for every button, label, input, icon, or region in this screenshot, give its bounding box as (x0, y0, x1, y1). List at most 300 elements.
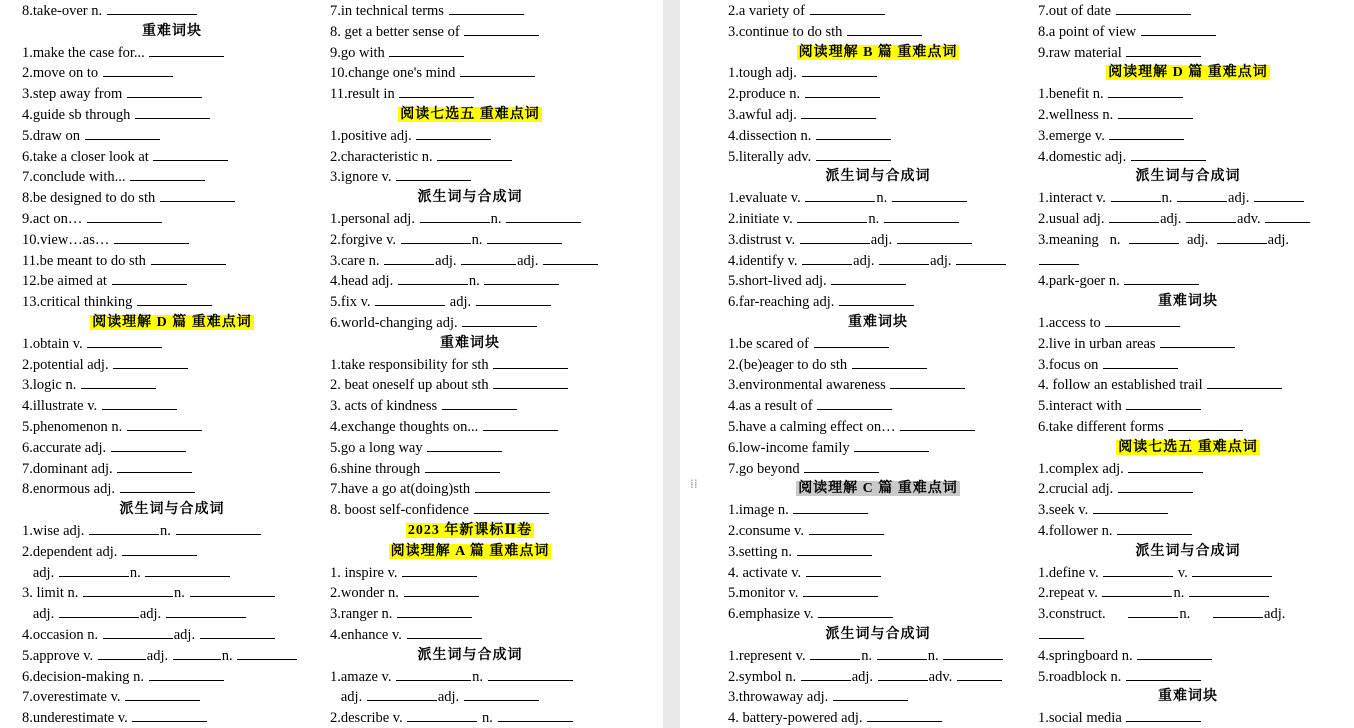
blank-line[interactable] (87, 208, 162, 223)
blank-line[interactable] (384, 250, 434, 265)
blank-line[interactable] (818, 603, 893, 618)
vocab-term: 3.ranger n. (330, 606, 397, 623)
vocab-term: 3.setting n. (728, 543, 796, 560)
vocab-item (22, 83, 203, 104)
blank-line[interactable] (802, 250, 852, 265)
blank-line[interactable] (389, 42, 464, 57)
vocab-term: 5.draw on (22, 127, 84, 144)
blank-line[interactable] (396, 166, 471, 181)
part-of-speech-label: n. (1161, 190, 1177, 207)
blank-line[interactable] (839, 291, 914, 306)
blank-line[interactable] (793, 499, 868, 514)
vocab-item (22, 478, 196, 499)
vocab-item (22, 645, 298, 666)
vocab-term: 3.meaning n. (1038, 231, 1128, 248)
blank-line[interactable] (399, 83, 474, 98)
blank-line[interactable] (145, 562, 230, 577)
vocab-item (728, 21, 923, 42)
section-heading-text: 派生词与合成词 (825, 169, 931, 185)
blank-line[interactable] (806, 562, 881, 577)
blank-line[interactable] (900, 416, 975, 431)
blank-line[interactable] (805, 187, 875, 202)
blank-line[interactable] (1118, 478, 1193, 493)
blank-line[interactable] (98, 645, 146, 660)
blank-line[interactable] (804, 458, 879, 473)
vocab-item (728, 125, 892, 146)
blank-line[interactable] (879, 250, 929, 265)
blank-line[interactable] (1126, 42, 1201, 57)
vocab-item (330, 291, 552, 312)
blank-line[interactable] (122, 541, 197, 556)
vocab-item (728, 0, 886, 21)
vocab-item (22, 104, 211, 125)
blank-line[interactable] (404, 582, 479, 597)
vocab-item (728, 187, 968, 208)
blank-line[interactable] (416, 125, 491, 140)
blank-line[interactable] (809, 520, 884, 535)
vocab-term: 2.initiate v. (728, 211, 797, 227)
part-of-speech-label: n. (868, 211, 883, 227)
blank-line[interactable] (488, 666, 573, 681)
blank-line[interactable] (1111, 187, 1161, 202)
blank-line[interactable] (816, 146, 891, 161)
blank-line[interactable] (1186, 208, 1236, 223)
vocab-item (1038, 187, 1305, 208)
vocab-term: 1.social media (1038, 710, 1126, 727)
vocab-term: 8.underestimate v. (22, 710, 132, 727)
blank-line[interactable] (1039, 624, 1084, 639)
vocab-item (22, 416, 203, 437)
blank-line[interactable] (1103, 354, 1178, 369)
vocab-term: 1.complex adj. (1038, 460, 1128, 477)
blank-line[interactable] (462, 312, 537, 327)
part-of-speech-label: adj. (1267, 231, 1289, 248)
vocab-term: 3.environmental awareness (728, 377, 890, 394)
vocab-term: 3.ignore v. (330, 169, 396, 186)
vocab-item (330, 0, 525, 21)
blank-line[interactable] (957, 666, 1002, 681)
blank-line[interactable] (852, 354, 927, 369)
vocab-item (728, 83, 881, 104)
vocab-term: 3.seek v. (1038, 502, 1092, 519)
blank-line[interactable] (803, 582, 878, 597)
blank-line[interactable] (476, 291, 551, 306)
blank-line[interactable] (1254, 187, 1304, 202)
blank-line[interactable] (1177, 187, 1227, 202)
blank-line[interactable] (800, 229, 870, 244)
vocab-item (728, 104, 877, 125)
vocab-item (1038, 666, 1202, 687)
blank-line[interactable] (1109, 125, 1184, 140)
blank-line[interactable] (817, 395, 892, 410)
section-heading (826, 166, 931, 187)
blank-line[interactable] (449, 0, 524, 15)
vocab-term: 8.be designed to do sth (22, 190, 159, 207)
blank-line[interactable] (1192, 562, 1272, 577)
vocab-item (330, 666, 574, 687)
blank-line[interactable] (854, 437, 929, 452)
blank-line[interactable] (483, 416, 558, 431)
vocab-term: 1.benefit n. (1038, 86, 1108, 103)
vocab-item (728, 686, 909, 707)
section-heading-text: 重难词块 (142, 23, 202, 39)
part-of-speech-label: adj. (930, 252, 956, 269)
blank-line[interactable] (801, 666, 851, 681)
blank-line[interactable] (814, 333, 889, 348)
blank-line[interactable] (173, 645, 221, 660)
blank-line[interactable] (1128, 603, 1178, 618)
document-page-left (0, 0, 663, 728)
blank-line[interactable] (102, 395, 177, 410)
blank-line[interactable] (190, 582, 275, 597)
blank-line[interactable] (474, 499, 549, 514)
vocab-item (728, 520, 885, 541)
blank-line[interactable] (1102, 582, 1172, 597)
blank-line[interactable] (89, 520, 159, 535)
vocab-item (22, 437, 187, 458)
blank-line[interactable] (460, 62, 535, 77)
vocab-term: 1.take responsibility for sth (330, 356, 493, 373)
part-of-speech-label: adj. (435, 252, 461, 269)
blank-line[interactable] (1126, 666, 1201, 681)
vocab-item (1038, 0, 1192, 21)
blank-line[interactable] (797, 208, 867, 223)
blank-line[interactable] (1265, 208, 1310, 223)
blank-line[interactable] (878, 666, 928, 681)
blank-line[interactable] (1128, 458, 1203, 473)
blank-line[interactable] (816, 125, 891, 140)
blank-line[interactable] (135, 104, 210, 119)
blank-line[interactable] (127, 416, 202, 431)
vocab-term: 4.identify v. (728, 252, 802, 269)
blank-line[interactable] (442, 395, 517, 410)
vocab-term: 1.positive adj. (330, 127, 416, 144)
blank-line[interactable] (176, 520, 261, 535)
vocab-item (1038, 582, 1270, 603)
blank-line[interactable] (1137, 645, 1212, 660)
blank-line[interactable] (805, 83, 880, 98)
vocab-term: 8.take-over n. (22, 3, 106, 19)
part-of-speech-label: n. (129, 564, 145, 581)
vocab-item (330, 478, 551, 499)
vocab-item (728, 208, 960, 229)
vocab-item (728, 146, 892, 167)
blank-line[interactable] (407, 624, 482, 639)
blank-line[interactable] (1124, 270, 1199, 285)
blank-line[interactable] (437, 146, 512, 161)
blank-line[interactable] (132, 707, 207, 722)
vocab-term: 7.dominant adj. (22, 460, 117, 477)
blank-line[interactable] (1105, 312, 1180, 327)
vocab-term: adj. (22, 564, 58, 581)
vocab-item (728, 707, 943, 728)
blank-line[interactable] (1039, 250, 1079, 265)
blank-line[interactable] (112, 270, 187, 285)
vocab-item (22, 374, 157, 395)
vocab-item (1038, 208, 1311, 229)
vocab-term: 4.park-goer n. (1038, 273, 1124, 290)
vocab-term: 2.forgive v. (330, 231, 400, 248)
blank-line[interactable] (867, 707, 942, 722)
vocab-term: 6.low-income family (728, 439, 854, 456)
vocab-item (330, 437, 503, 458)
blank-line[interactable] (464, 686, 539, 701)
section-heading-text: 派生词与合成词 (119, 502, 225, 518)
vocab-term: 3.focus on (1038, 356, 1103, 373)
blank-line[interactable] (401, 229, 471, 244)
document-page-right (680, 0, 1354, 728)
vocab-item (22, 520, 262, 541)
blank-line[interactable] (1116, 0, 1191, 15)
vocab-term: 5.go a long way (330, 439, 427, 456)
vocab-term: 1.image n. (728, 502, 793, 519)
blank-line[interactable] (487, 229, 562, 244)
blank-line[interactable] (149, 666, 224, 681)
section-heading-text: 阅读理解 D 篇 重难点词 (92, 315, 252, 330)
blank-line[interactable] (484, 270, 559, 285)
vocab-term: 11.result in (330, 86, 399, 103)
blank-line[interactable] (200, 624, 275, 639)
section-heading (142, 21, 202, 42)
part-of-speech-label: adj. (1228, 190, 1253, 207)
vocab-term: 4.illustrate v. (22, 398, 101, 415)
blank-line[interactable] (398, 270, 468, 285)
section-heading-text: 派生词与合成词 (417, 190, 523, 206)
blank-line[interactable] (833, 686, 908, 701)
vocab-item (728, 582, 879, 603)
vocab-term: 4.guide sb through (22, 107, 134, 123)
blank-line[interactable] (103, 624, 173, 639)
blank-line[interactable] (802, 62, 877, 77)
vocab-item (22, 0, 198, 21)
vocab-item (22, 42, 225, 63)
vocab-item (1038, 42, 1202, 63)
vocab-item (22, 603, 247, 624)
blank-line[interactable] (87, 333, 162, 348)
vocab-term: 11.be meant to do sth (22, 252, 150, 269)
vocab-term: 1.obtain v. (22, 335, 87, 352)
vocab-term: 6.take different forms (1038, 419, 1168, 435)
blank-line[interactable] (1131, 146, 1206, 161)
blank-line[interactable] (111, 437, 186, 452)
blank-line[interactable] (166, 603, 246, 618)
vocab-term: 2.characteristic n. (330, 148, 437, 165)
vocab-item (330, 686, 540, 707)
blank-line[interactable] (113, 354, 188, 369)
part-of-speech-label: n. (1179, 606, 1213, 623)
vocab-term: 6.accurate adj. (22, 439, 110, 456)
vocab-item (330, 208, 582, 229)
part-of-speech-label: n. (876, 190, 891, 207)
blank-line[interactable] (420, 208, 490, 223)
blank-line[interactable] (114, 229, 189, 244)
blank-line[interactable] (149, 42, 224, 57)
blank-line[interactable] (847, 21, 922, 36)
section-heading (1116, 437, 1260, 458)
vocab-term: 6.decision-making n. (22, 668, 148, 685)
blank-line[interactable] (137, 291, 212, 306)
vocab-term: 1.amaze v. (330, 668, 396, 685)
vocab-term: 3.emerge v. (1038, 127, 1109, 144)
section-heading (826, 624, 931, 645)
blank-line[interactable] (890, 374, 965, 389)
vocab-term: 1. inspire v. (330, 564, 402, 581)
vocab-item (1038, 458, 1204, 479)
vocab-item (22, 541, 198, 562)
blank-line[interactable] (85, 125, 160, 140)
vocab-item (728, 270, 907, 291)
blank-line[interactable] (237, 645, 297, 660)
vocab-item (1038, 499, 1169, 520)
blank-line[interactable] (897, 229, 972, 244)
blank-line[interactable] (943, 645, 1003, 660)
vocab-item (1038, 229, 1289, 250)
vocab-item (330, 312, 538, 333)
blank-line[interactable] (407, 707, 477, 722)
blank-line[interactable] (831, 270, 906, 285)
vocab-item (330, 42, 465, 63)
blank-line[interactable] (543, 250, 598, 265)
vocab-item (330, 166, 472, 187)
vocab-item (330, 354, 569, 375)
vocab-term: 3.step away from (22, 86, 126, 103)
part-of-speech-label: adv. (1237, 211, 1265, 227)
vocab-term: 4.exchange thoughts on... (330, 419, 482, 435)
section-heading-text: 派生词与合成词 (825, 627, 931, 642)
blank-line[interactable] (1117, 520, 1192, 535)
vocab-term: 8.a point of view (1038, 23, 1140, 40)
blank-line[interactable] (83, 582, 173, 597)
blank-line[interactable] (461, 250, 516, 265)
vocab-item (728, 354, 928, 375)
blank-line[interactable] (127, 83, 202, 98)
vocab-term: 2.live in urban areas (1038, 335, 1160, 352)
vocab-term: 12.be aimed at (22, 273, 111, 290)
part-of-speech-label: n. (1173, 585, 1188, 602)
section-heading (406, 520, 534, 541)
blank-line[interactable] (892, 187, 967, 202)
blank-line[interactable] (396, 666, 471, 681)
blank-line[interactable] (1141, 21, 1216, 36)
vocab-term: 4.enhance v. (330, 627, 406, 643)
vocab-term: 2.produce n. (728, 86, 804, 103)
vocab-term: 8.enormous adj. (22, 481, 119, 498)
vocab-term: 7.go beyond (728, 460, 804, 477)
blank-line[interactable] (498, 707, 573, 722)
vocab-item (22, 208, 163, 229)
blank-line[interactable] (425, 458, 500, 473)
blank-line[interactable] (1217, 229, 1267, 244)
vocab-item (22, 333, 163, 354)
vocab-term: 2.repeat v. (1038, 585, 1102, 602)
blank-line[interactable] (125, 686, 200, 701)
blank-line[interactable] (1129, 229, 1179, 244)
blank-line[interactable] (493, 374, 568, 389)
blank-line[interactable] (1103, 562, 1173, 577)
section-heading-text: 阅读七选五 重难点词 (1118, 439, 1258, 455)
blank-line[interactable] (956, 250, 1006, 265)
vocab-term: 8. get a better sense of (330, 23, 464, 40)
blank-line[interactable] (59, 562, 129, 577)
blank-line[interactable] (884, 208, 959, 223)
section-heading (848, 312, 908, 333)
vocab-item (330, 499, 550, 520)
vocab-term: 3. limit n. (22, 585, 83, 602)
blank-line[interactable] (130, 166, 205, 181)
vocab-term: 13.critical thinking (22, 294, 136, 311)
blank-line[interactable] (493, 354, 568, 369)
blank-line[interactable] (367, 686, 437, 701)
blank-line[interactable] (151, 250, 226, 265)
blank-line[interactable] (1093, 499, 1168, 514)
vocab-item (728, 603, 894, 624)
blank-line[interactable] (797, 541, 872, 556)
blank-line[interactable] (1160, 333, 1235, 348)
section-heading-text: 派生词与合成词 (1135, 169, 1241, 185)
blank-line[interactable] (117, 458, 192, 473)
blank-line[interactable] (427, 437, 502, 452)
vocab-term: 3.throwaway adj. (728, 689, 832, 706)
vocab-item (728, 458, 880, 479)
part-of-speech-label: n. (927, 647, 943, 664)
blank-line[interactable] (107, 0, 197, 15)
vocab-item (330, 146, 513, 167)
vocab-term: 3.logic n. (22, 377, 80, 394)
blank-line[interactable] (1207, 374, 1282, 389)
blank-line[interactable] (375, 291, 445, 306)
vocab-term: 2.crucial adj. (1038, 481, 1117, 498)
blank-line[interactable] (810, 0, 885, 15)
blank-line[interactable] (160, 187, 235, 202)
vocab-item (728, 250, 1007, 271)
blank-line[interactable] (120, 478, 195, 493)
blank-line[interactable] (81, 374, 156, 389)
blank-line[interactable] (1126, 395, 1201, 410)
vocab-item (22, 686, 201, 707)
blank-line[interactable] (1168, 416, 1243, 431)
blank-line[interactable] (153, 146, 228, 161)
section-heading-text: 阅读七选五 重难点词 (400, 107, 540, 122)
blank-line[interactable] (402, 562, 477, 577)
vocab-item (330, 603, 473, 624)
blank-line[interactable] (103, 62, 173, 77)
blank-line[interactable] (59, 603, 139, 618)
vocab-term: 2.potential adj. (22, 356, 113, 373)
part-of-speech-label: adj. (173, 627, 199, 643)
blank-line[interactable] (877, 645, 927, 660)
drag-handle-icon[interactable]: ⁞⁞ (690, 477, 698, 491)
blank-line[interactable] (810, 645, 860, 660)
part-of-speech-label: adj. (146, 647, 172, 664)
blank-line[interactable] (1189, 582, 1269, 597)
blank-line[interactable] (397, 603, 472, 618)
blank-line[interactable] (801, 104, 876, 119)
vocab-term: 2.dependent adj. (22, 543, 122, 560)
vocab-term: 3. acts of kindness (330, 398, 441, 415)
blank-line[interactable] (1118, 104, 1193, 119)
part-of-speech-label: n. (468, 273, 484, 290)
blank-line[interactable] (475, 478, 550, 493)
blank-line[interactable] (1126, 707, 1201, 722)
blank-line[interactable] (1213, 603, 1263, 618)
vocab-term: adj. (330, 689, 366, 706)
blank-line[interactable] (1109, 208, 1159, 223)
blank-line[interactable] (1108, 83, 1183, 98)
vocab-term: 4.head adj. (330, 273, 397, 290)
vocab-item (22, 146, 229, 167)
blank-line[interactable] (464, 21, 539, 36)
blank-line[interactable] (506, 208, 581, 223)
